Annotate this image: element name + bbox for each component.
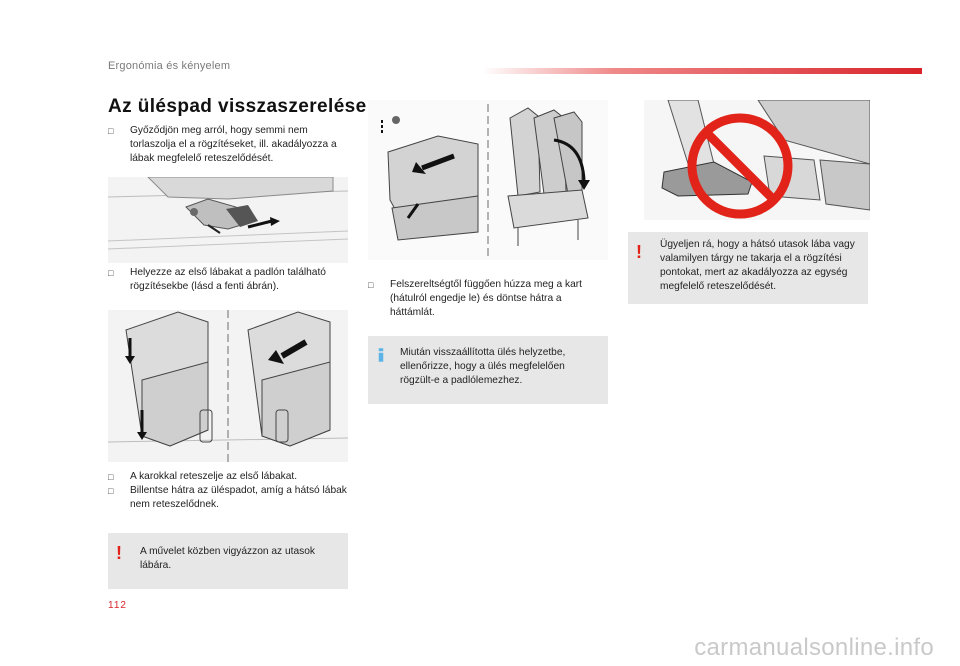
square-bullet-icon: □	[108, 126, 114, 136]
warning-box-2	[628, 232, 868, 304]
bullet-list-4	[368, 278, 608, 320]
list-item	[368, 278, 608, 320]
bullet-list-2	[108, 266, 348, 294]
square-bullet-icon: □	[108, 472, 114, 482]
exclamation-icon: !	[636, 242, 642, 262]
figure-front-legs	[108, 177, 348, 263]
section-title: Ergonómia és kényelem	[108, 60, 231, 72]
square-bullet-icon: □	[368, 280, 374, 290]
bullet-text: A karokkal reteszelje az első lábakat.	[130, 471, 298, 482]
exclamation-icon: !	[116, 543, 122, 563]
page-number: 112	[108, 600, 127, 611]
bullet-text: Felszereltségtől függően húzza meg a kart (hátulról engedje le) és döntse hátra a háttámlát.	[390, 279, 582, 318]
bullet-text: Billentse hátra az üléspadot, amíg a hátsó lábak nem reteszelődnek.	[130, 485, 347, 510]
info-box	[368, 336, 608, 404]
header-accent-line	[482, 68, 922, 74]
bullet-text: Győződjön meg arról, hogy semmi nem torlaszolja el a rögzítéseket, ill. akadályozza a lábak megfelelő reteszelődését.	[130, 125, 337, 164]
figure-no-feet	[644, 100, 870, 220]
warning-box-1	[108, 533, 348, 589]
figure-backrest	[368, 100, 608, 260]
bullet-list-3	[108, 470, 348, 512]
list-item	[108, 266, 348, 294]
list-item	[108, 124, 348, 166]
info-text: Miután visszaállította ülés helyzetbe, ellenőrizze, hogy a ülés megfelelően rögzült-e a padlólemezhez.	[400, 347, 566, 386]
info-icon	[378, 346, 384, 364]
watermark: carmanualsonline.info	[694, 634, 934, 661]
bullet-text: Helyezze az első lábakat a padlón található rögzítésekbe (lásd a fenti ábrán).	[130, 267, 326, 292]
bullet-list-1	[108, 124, 348, 166]
square-bullet-icon: □	[108, 486, 114, 496]
list-item	[108, 470, 348, 484]
figure-seat-tilt	[108, 310, 348, 462]
warning-text: Ügyeljen rá, hogy a hátsó utasok lába vagy valamilyen tárgy ne takarja el a rögzítési pontokat, mert az akadályozza az egység megfelelő reteszelődését.	[660, 239, 855, 292]
warning-text: A művelet közben vigyázzon az utasok lábára.	[140, 546, 315, 571]
list-item	[108, 484, 348, 512]
square-bullet-icon: □	[108, 268, 114, 278]
page-heading: Az üléspad visszaszerelése	[108, 96, 367, 117]
